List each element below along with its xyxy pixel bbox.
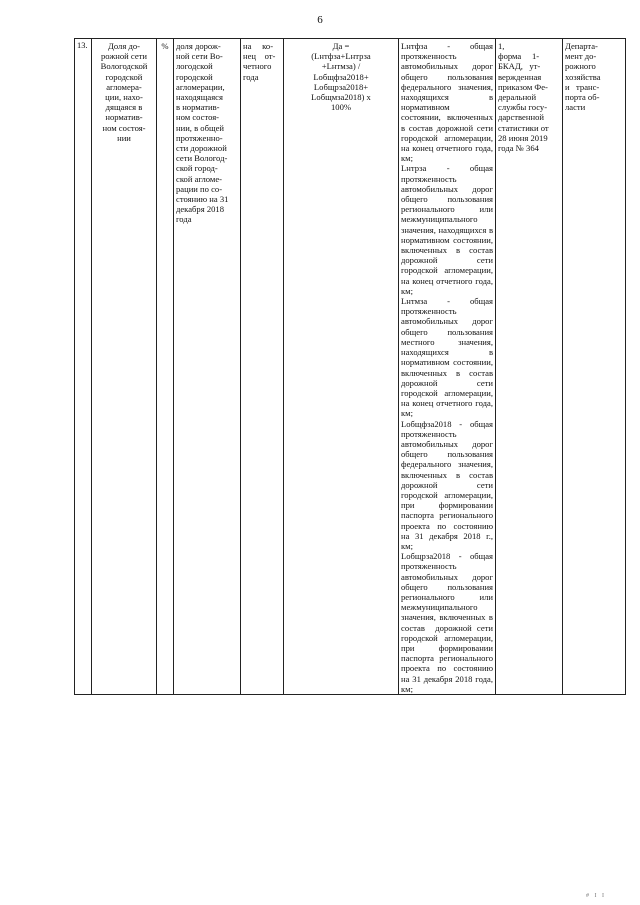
text-line: ской город- (176, 163, 218, 174)
text-line: Lобщрза2018 - общая протяженность автомобильных дорог общего пользования регионального или межмуниципального значения, включенных в состав дорожной сети городской агломерации, при формировании паспорта регионального проекта по состоянию на 31 декабря 2018 года, км; (401, 551, 498, 694)
indicator-name-lines (94, 41, 154, 143)
text-line: форма 1- (498, 51, 540, 62)
text-line: доля дорож- (176, 41, 221, 51)
text-line: нии (117, 132, 131, 143)
text-line: мент до- (565, 51, 597, 62)
text-line: ном состоя- (176, 112, 220, 123)
text-line: 100% (330, 102, 352, 113)
text-line: +Lнтмза) / (321, 61, 361, 72)
text-line: ном состоя- (102, 122, 146, 133)
text-line: на ко- (243, 41, 274, 51)
responsible-cell (563, 39, 626, 695)
text-line: городской (105, 71, 143, 82)
text-line: дящаяся в (105, 102, 143, 113)
text-line: приказом Фе- (498, 81, 548, 92)
indicator-name-cell (92, 39, 157, 695)
text-line: года (243, 71, 259, 82)
text-line: рации по со- (176, 183, 223, 194)
period-cell (241, 39, 284, 695)
text-line: находящаяся (176, 92, 223, 103)
text-line: протяженно- (176, 132, 223, 143)
text-line: года № 364 (498, 143, 539, 154)
text-line: 1, (498, 41, 505, 51)
row-number: 13. (75, 39, 92, 695)
text-line: БКАД, ут- (498, 61, 541, 72)
footer-mark: # I I (586, 893, 606, 899)
text-line: нец от- (243, 51, 276, 62)
text-line: вержденная (498, 71, 542, 82)
formula-cell (284, 39, 399, 695)
text-line: года (176, 214, 192, 225)
text-line: рожной сети (100, 51, 148, 62)
text-line: Lобщмза2018) x (311, 92, 371, 103)
text-line: дарственной (498, 112, 544, 123)
text-line: городской (176, 71, 213, 82)
definition-cell (174, 39, 241, 695)
text-line: норматив- (105, 112, 143, 123)
text-line: Lнтмза - общая протяженность автомобильных дорог общего пользования местного значения, находящихся в нормативном состоянии, включенных в состав дорожной сети городской агломерации, на конец отчетного года, км; (401, 296, 496, 419)
text-line: ласти (565, 102, 586, 113)
source-lines (498, 41, 560, 153)
text-line: сети Вологод- (176, 153, 228, 164)
variables-cell (399, 39, 496, 695)
text-line: нии, в общей (176, 122, 224, 133)
text-line: (Lнтфза+Lнтрза (311, 51, 371, 62)
text-line: Lобщфза2018+ (313, 71, 369, 82)
text-line: Lнтфза - общая протяженность автомобильных дорог общего пользования федерального значения, находящихся в нормативном состоянии, включенных в состав дорожной сети городской агломерации, на конец отчетного года, км; (401, 41, 498, 164)
text-line: сти дорожной (176, 143, 227, 154)
definition-lines (176, 41, 238, 225)
text-line: Lобщрза2018+ (313, 81, 369, 92)
period-lines (243, 41, 281, 82)
text-line: и транс- (565, 81, 600, 92)
text-line: Департа- (565, 41, 598, 51)
variables-lines (401, 41, 498, 694)
text-line: порта об- (565, 92, 600, 103)
text-line: агломерации, (176, 81, 225, 92)
text-line: 28 июня 2019 (498, 132, 548, 143)
text-line: статистики от (498, 122, 549, 133)
text-line: рожного (565, 61, 596, 72)
text-line: ции, нахо- (105, 92, 143, 103)
text-line: Lнтрза - общая протяженность автомобильных дорог общего пользования регионального или межмуниципального значения, находящихся в нормативном состоянии, включенных в состав дорожной сети городской агломерации, на конец отчетного года, км; (401, 163, 496, 296)
text-line: ской агломе- (176, 173, 223, 184)
text-line: Вологодской (100, 61, 148, 72)
page-number: 6 (317, 14, 323, 26)
text-line: в норматив- (176, 102, 220, 113)
text-line: деральной (498, 92, 537, 103)
unit-cell: % (157, 39, 174, 695)
text-line: Доля до- (108, 41, 140, 51)
text-line: ной сети Во- (176, 51, 223, 62)
text-line: Lобщфза2018 - общая протяженность автомобильных дорог общего пользования федерального значения, включенных в состав дорожной сети городской агломерации, при формировании паспорта регионального проекта по состоянию на 31 декабря 2018 г., км; (401, 418, 496, 551)
text-line: стоянию на 31 (176, 194, 229, 205)
responsible-lines (565, 41, 623, 112)
text-line: хозяйства (565, 71, 601, 82)
table-row (75, 39, 626, 695)
source-cell (496, 39, 563, 695)
formula-lines (286, 41, 396, 112)
text-line: логодской (176, 61, 213, 72)
text-line: службы госу- (498, 102, 548, 113)
text-line: четного (243, 61, 272, 72)
indicator-table (74, 38, 626, 695)
text-line: декабря 2018 (176, 204, 225, 215)
text-line: агломера- (106, 81, 142, 92)
text-line: Да = (332, 41, 350, 51)
